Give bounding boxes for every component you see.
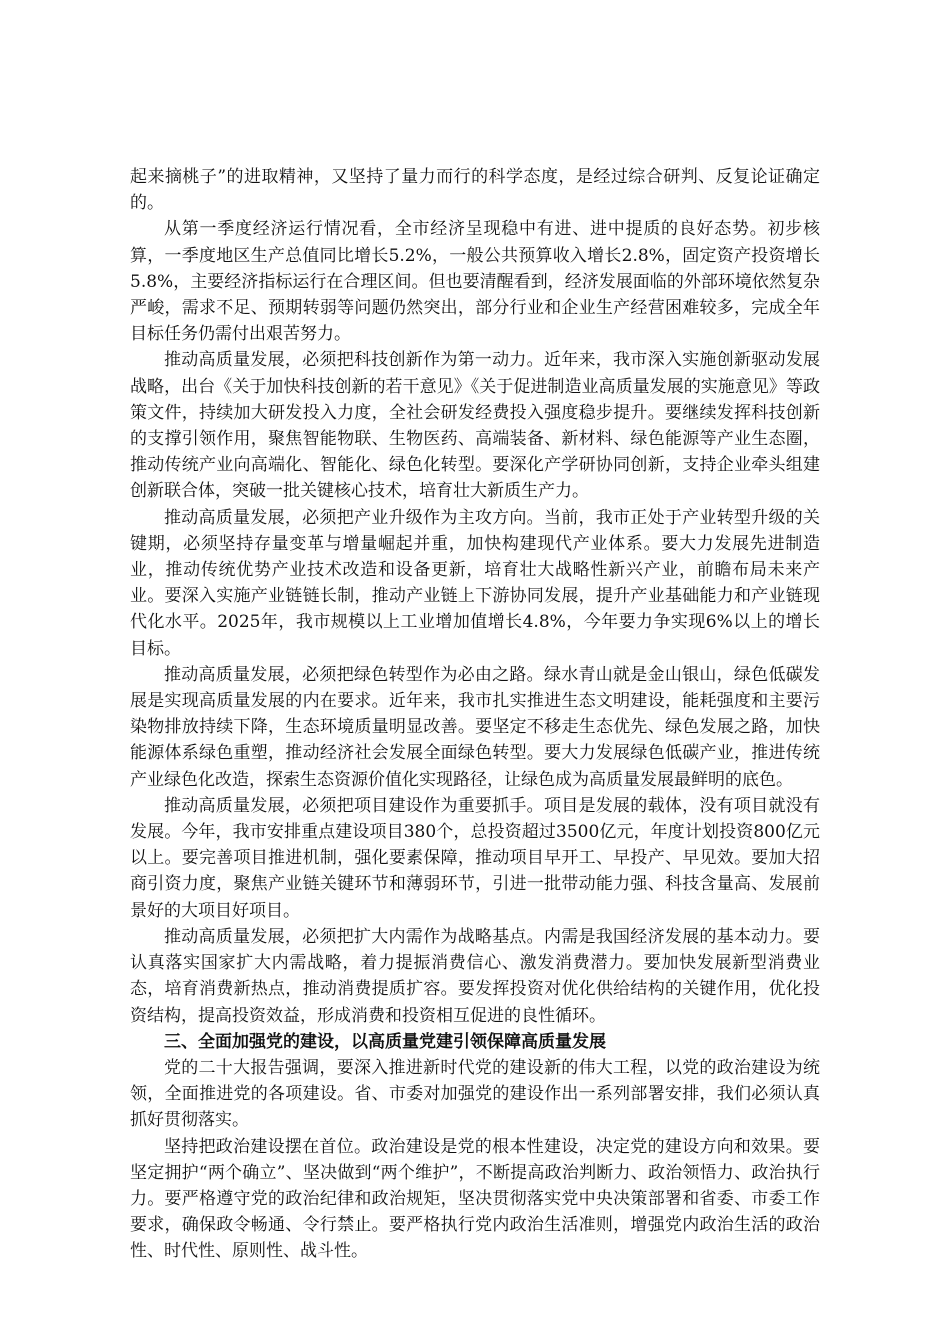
paragraph-project-construction: 推动高质量发展，必须把项目建设作为重要抓手。项目是发展的载体，没有项目就没有发展。今年，我市安排重点建设项目380个，总投资超过3500亿元，年度计划投资800亿元以上。要完善项目推进机制，强化要素保障，推动项目早开工、早投产、早见效。要加大招商引资力度，聚焦产业链关键环节和薄弱环节，引进一批带动能力强、科技含量高、发展前景好的大项目好项目。: [130, 795, 820, 921]
paragraph-political-construction: 坚持把政治建设摆在首位。政治建设是党的根本性建设，决定党的建设方向和效果。要坚定拥护“两个确立”、坚决做到“两个维护”，不断提高政治判断力、政治领悟力、政治执行力。要严格遵守党的政治纪律和政治规矩，坚决贯彻落实党中央决策部署和省委、市委工作要求，确保政令畅通、令行禁止。要严格执行党内政治生活准则，增强党内政治生活的政治性、时代性、原则性、战斗性。: [130, 1136, 820, 1262]
document-body: [130, 164, 820, 1265]
paragraph-industry-upgrade: 推动高质量发展，必须把产业升级作为主攻方向。当前，我市正处于产业转型升级的关键期，必须坚持存量变革与增量崛起并重，加快构建现代产业体系。要大力发展先进制造业，推动传统优势产业技术改造和设备更新，培育壮大战略性新兴产业，前瞻布局未来产业。要深入实施产业链链长制，推动产业链上下游协同发展，提升产业基础能力和产业链现代化水平。2025年，我市规模以上工业增加值增长4.8%，今年要力争实现6%以上的增长目标。: [130, 507, 820, 659]
paragraph-continuation: 起来摘桃子”的进取精神，又坚持了量力而行的科学态度，是经过综合研判、反复论证确定的。: [130, 167, 820, 214]
paragraph-economic-situation: 从第一季度经济运行情况看，全市经济呈现稳中有进、进中提质的良好态势。初步核算，一季度地区生产总值同比增长5.2%，一般公共预算收入增长2.8%，固定资产投资增长5.8%，主要经济指标运行在合理区间。但也要清醒看到，经济发展面临的外部环境依然复杂严峻，需求不足、预期转弱等问题仍然突出，部分行业和企业生产经营困难较多，完成全年目标任务仍需付出艰苦努力。: [130, 219, 820, 345]
paragraph-domestic-demand: 推动高质量发展，必须把扩大内需作为战略基点。内需是我国经济发展的基本动力。要认真落实国家扩大内需战略，着力提振消费信心、激发消费潜力。要加快发展新型消费业态，培育消费新热点，推动消费提质扩容。要发挥投资对优化供给结构的关键作用，优化投资结构，提高投资效益，形成消费和投资相互促进的良性循环。: [130, 926, 820, 1026]
section-heading: 三、全面加强党的建设，以高质量党建引领保障高质量发展: [164, 1031, 606, 1052]
paragraph-green-transition: 推动高质量发展，必须把绿色转型作为必由之路。绿水青山就是金山银山，绿色低碳发展是实现高质量发展的内在要求。近年来，我市扎实推进生态文明建设，能耗强度和主要污染物排放持续下降，生态环境质量明显改善。要坚定不移走生态优先、绿色发展之路，加快能源体系绿色重塑，推动经济社会发展全面绿色转型。要大力发展绿色低碳产业，推进传统产业绿色化改造，探索生态资源价值化实现路径，让绿色成为高质量发展最鲜明的底色。: [130, 664, 820, 790]
paragraph-tech-innovation: 推动高质量发展，必须把科技创新作为第一动力。近年来，我市深入实施创新驱动发展战略，出台《关于加快科技创新的若干意见》《关于促进制造业高质量发展的实施意见》等政策文件，持续加大研发投入力度，全社会研发经费投入强度稳步提升。要继续发挥科技创新的支撑引领作用，聚焦智能物联、生物医药、高端装备、新材料、绿色能源等产业生态圈，推动传统产业向高端化、智能化、绿色化转型。要深化产学研协同创新，支持企业牵头组建创新联合体，突破一批关键核心技术，培育壮大新质生产力。: [130, 350, 820, 502]
paragraph-party-building: 党的二十大报告强调，要深入推进新时代党的建设新的伟大工程，以党的政治建设为统领，全面推进党的各项建设。省、市委对加强党的建设作出一系列部署安排，我们必须认真抓好贯彻落实。: [130, 1057, 820, 1131]
